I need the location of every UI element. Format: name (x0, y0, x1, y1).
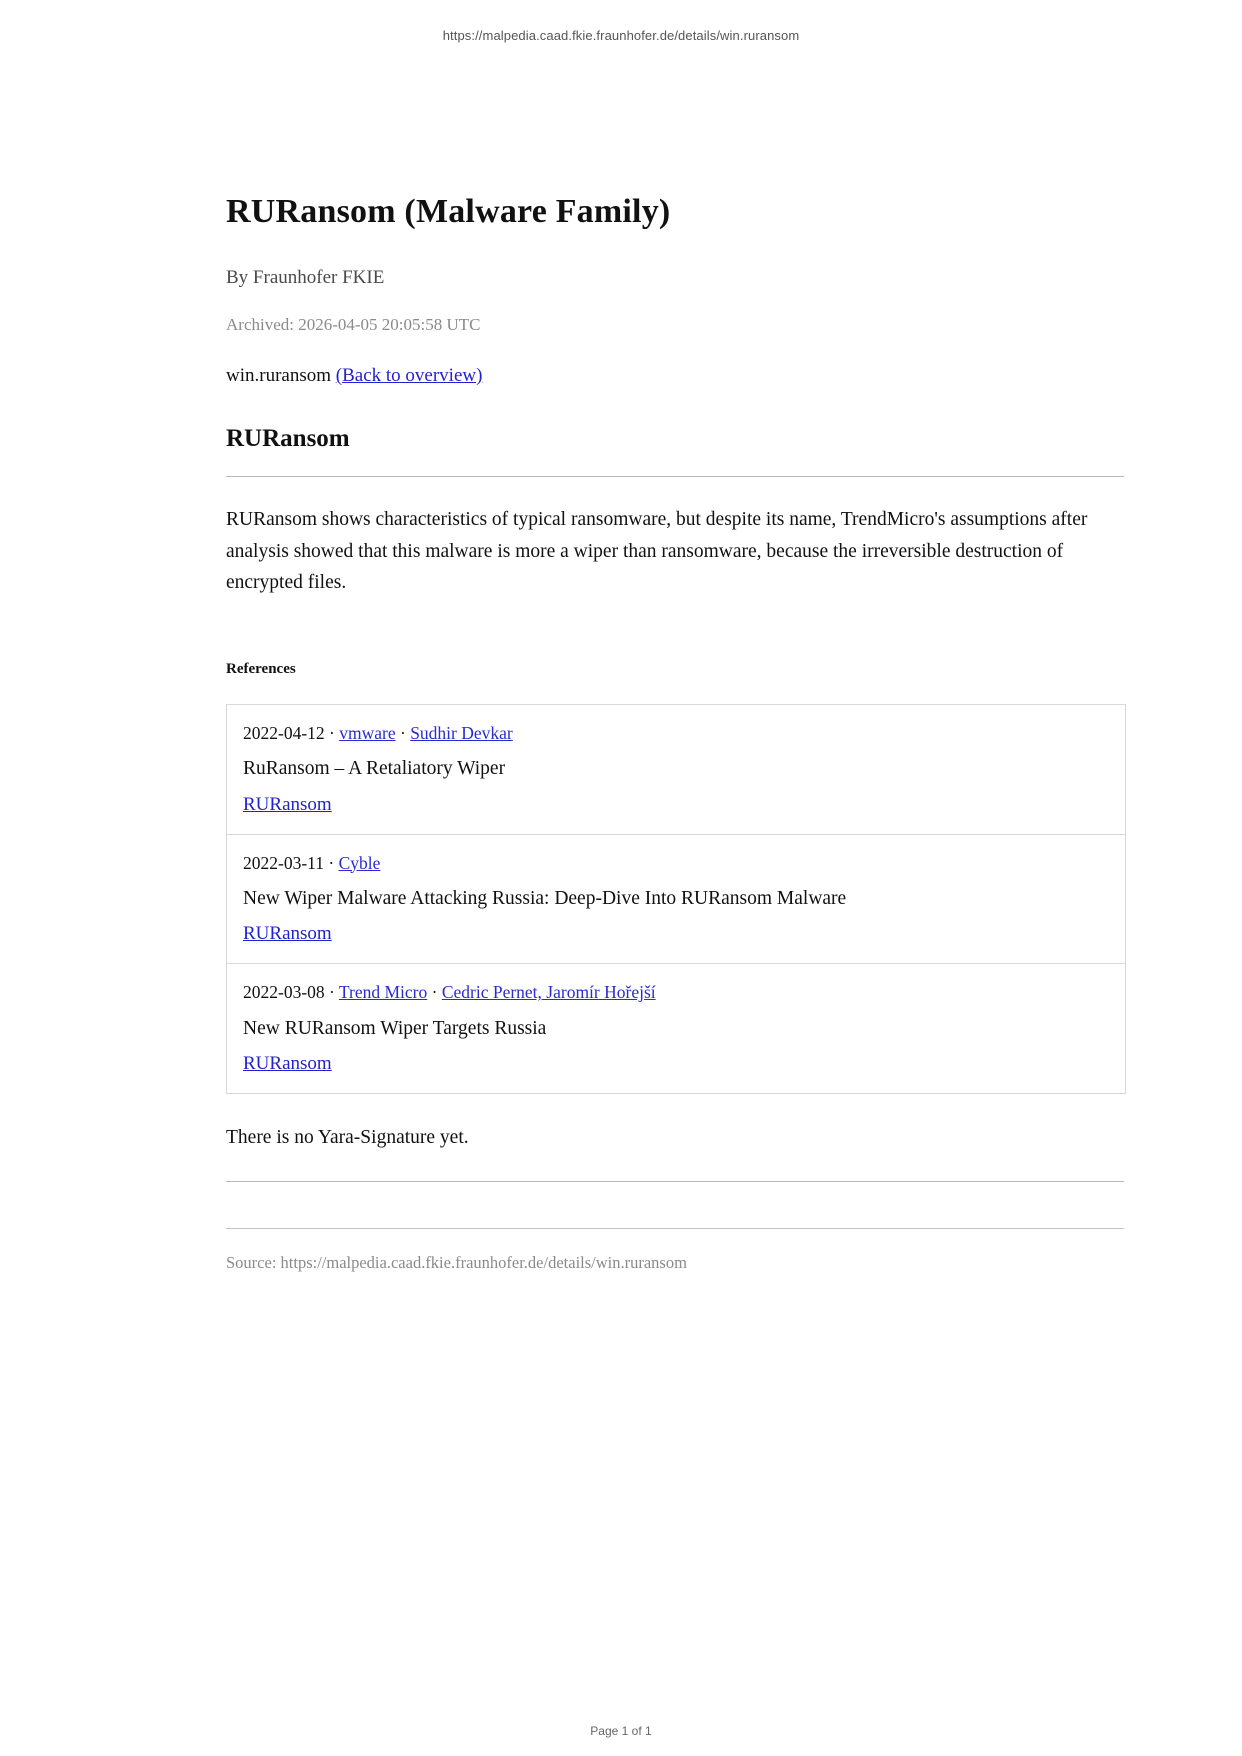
references-table (226, 704, 1126, 1094)
reference-date: 2022-04-12 (243, 722, 325, 743)
reference-date: 2022-03-11 (243, 852, 325, 873)
archived-timestamp: Archived: 2026-04-05 20:05:58 UTC (226, 315, 481, 334)
reference-title: RuRansom – A Retaliatory Wiper (243, 758, 506, 780)
document-content (121, 43, 1121, 1273)
reference-author-link[interactable]: Sudhir Devkar (410, 722, 513, 743)
reference-meta (243, 980, 1109, 1005)
meta-separator: · (328, 852, 335, 873)
meta-separator: · (329, 982, 335, 1003)
back-to-overview-link[interactable]: (Back to overview) (335, 365, 483, 386)
page-footer: Page 1 of 1 (590, 1724, 652, 1738)
yara-note: There is no Yara-Signature yet. (226, 1127, 469, 1149)
page-title: RURansom (Malware Family) (226, 193, 671, 230)
byline: By Fraunhofer FKIE (226, 267, 385, 288)
bottom-divider (226, 1181, 1124, 1182)
reference-date: 2022-03-08 (243, 982, 325, 1003)
reference-family-link[interactable]: RURansom (243, 1053, 332, 1075)
reference-title: New RURansom Wiper Targets Russia (243, 1017, 547, 1039)
source-divider (226, 1228, 1124, 1229)
reference-source-link[interactable]: Cyble (338, 852, 381, 873)
reference-tag (243, 1053, 1109, 1075)
table-row (227, 964, 1125, 1093)
meta-separator: · (329, 722, 335, 743)
reference-tag (243, 794, 1109, 816)
references-heading: References (226, 660, 296, 677)
source-line: Source: https://malpedia.caad.fkie.fraunhofer.de/details/win.ruransom (226, 1253, 687, 1273)
page-url-header: https://malpedia.caad.fkie.fraunhofer.de/details/win.ruransom (442, 28, 800, 43)
reference-author-link[interactable]: Cedric Pernet, Jaromír Hořejší (441, 982, 656, 1003)
reference-source-link[interactable]: vmware (339, 722, 396, 743)
reference-tag (243, 923, 1109, 945)
section-title: RURansom (226, 425, 350, 452)
reference-title: New Wiper Malware Attacking Russia: Deep-Dive Into RURansom Malware (243, 888, 847, 910)
description-paragraph: RURansom shows characteristics of typical ransomware, but despite its name, TrendMicro's assumptions after analysis showed that this malware is more a wiper than ransomware, because the irreversible destruction of encrypted files. (226, 509, 1088, 594)
reference-meta (243, 721, 1109, 746)
section-divider (226, 476, 1124, 477)
reference-meta (243, 851, 1109, 876)
reference-family-link[interactable]: RURansom (243, 793, 332, 815)
malware-identifier: win.ruransom (226, 365, 332, 386)
table-row (227, 835, 1125, 965)
meta-separator: · (399, 722, 406, 743)
reference-family-link[interactable]: RURansom (243, 923, 332, 945)
meta-separator: · (431, 982, 438, 1003)
identifier-line (226, 365, 1124, 387)
table-row (227, 705, 1125, 835)
reference-source-link[interactable]: Trend Micro (338, 982, 428, 1003)
